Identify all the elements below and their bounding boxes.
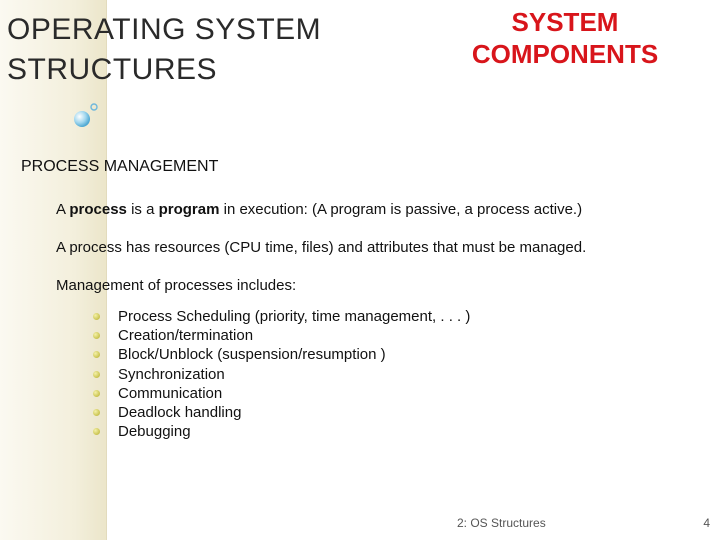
list-item (92, 307, 470, 326)
list-item-text: Process Scheduling (priority, time management, . . . ) (118, 308, 471, 325)
list-item-text: Debugging (118, 423, 191, 441)
paragraph-process-definition: A process is a program in execution: (A program is passive, a process active.) (56, 201, 583, 218)
list-item-text: Deadlock handling (118, 403, 242, 421)
list-item-text: Communication (118, 384, 223, 402)
slide-title: SYSTEM COMPONENTS (471, 7, 659, 69)
bullet-dot-icon (93, 371, 100, 378)
section-heading: PROCESS MANAGEMENT (21, 158, 219, 175)
list-item (92, 384, 470, 403)
bold-program: program (158, 201, 220, 218)
bubbles-decoration-icon (70, 100, 110, 140)
paragraph-management-intro: Management of processes includes: (56, 277, 297, 294)
bold-process: process (69, 201, 127, 218)
list-item (92, 403, 470, 422)
bullet-dot-icon (93, 351, 100, 358)
bullet-dot-icon (93, 390, 100, 397)
bullet-dot-icon (93, 409, 100, 416)
footer-text: 2: OS Structures (457, 516, 546, 530)
page-number: 4 (703, 516, 710, 530)
bullet-dot-icon (93, 332, 100, 339)
list-item (92, 365, 470, 384)
list-item (92, 326, 470, 345)
deck-title: OPERATING SYSTEM STRUCTURES (7, 13, 322, 86)
bullet-dot-icon (93, 313, 100, 320)
list-item-text: Block/Unblock (suspension/resumption ) (118, 346, 386, 364)
paragraph-process-resources: A process has resources (CPU time, files) and attributes that must be managed. (56, 239, 587, 256)
bullet-list (92, 307, 470, 441)
list-item-text: Creation/termination (118, 327, 254, 345)
list-item (92, 345, 470, 364)
list-item-text: Synchronization (118, 365, 225, 383)
list-item (92, 422, 470, 441)
bullet-dot-icon (93, 428, 100, 435)
